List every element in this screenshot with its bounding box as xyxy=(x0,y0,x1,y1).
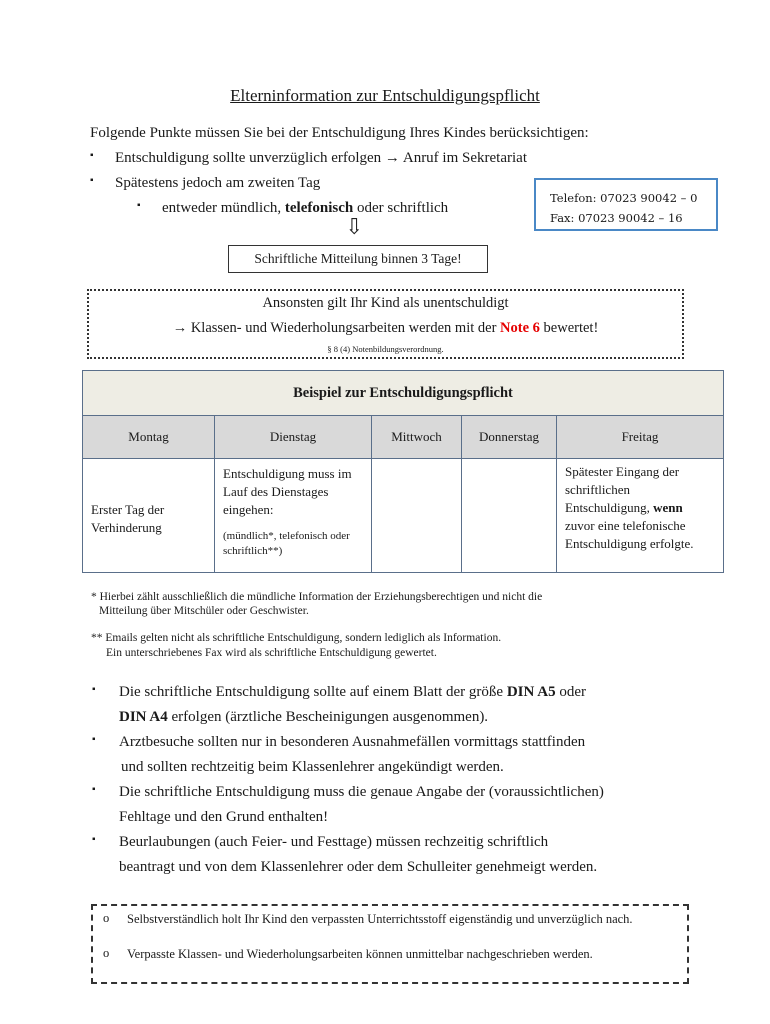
circle-bullet-icon: o xyxy=(103,946,110,960)
bullet-icon xyxy=(137,200,141,211)
circle-bullet-icon: o xyxy=(103,911,110,925)
footnote: Mitteilung über Mitschüler oder Geschwister. xyxy=(99,605,309,617)
day-header: Mittwoch xyxy=(372,416,462,459)
example-table xyxy=(82,370,724,573)
warning-line: Ansonsten gilt Ihr Kind als unentschuldigt xyxy=(262,295,509,311)
intro-text: Folgende Punkte müssen Sie bei der Entschuldigung Ihres Kindes berücksichtigen: xyxy=(90,125,589,141)
bullet-icon xyxy=(90,175,94,186)
final-notes-box: o Selbstverständlich holt Ihr Kind den verpassten Unterrichtsstoff eigenständig und unverzüglich nach. o Verpasste Klassen- und Wiederholungsarbeiten können unmittelbar nachgeschrieben werden. xyxy=(91,904,689,984)
cell-montag: Erster Tag der Verhinderung xyxy=(83,459,215,573)
written-notice-box: Schriftliche Mitteilung binnen 3 Tage! xyxy=(228,245,488,273)
bullet-text: entweder mündlich, telefonisch oder schriftlich xyxy=(162,200,449,216)
bullet-icon xyxy=(92,784,96,795)
bullet-text: Entschuldigung sollte unverzüglich erfolgen → Anruf im Sekretariat xyxy=(115,150,527,166)
footnote: ** Emails gelten nicht als schriftliche Entschuldigung, sondern lediglich als Information. xyxy=(91,632,502,644)
note-6-highlight: Note 6 xyxy=(500,320,540,336)
day-header: Montag xyxy=(83,416,215,459)
bullet-icon xyxy=(92,834,96,845)
fax-number: Fax: 07023 90042 – 16 xyxy=(550,211,683,225)
contact-box xyxy=(534,178,718,231)
day-header: Freitag xyxy=(557,416,724,459)
cell-freitag: Spätester Eingang der schriftlichen Entschuldigung, wenn zuvor eine telefonische Entschuldigung erfolgte. xyxy=(557,459,724,573)
day-header: Dienstag xyxy=(215,416,372,459)
bullet-icon xyxy=(92,734,96,745)
warning-line: → Klassen- und Wiederholungsarbeiten werden mit der Note 6 bewertet! xyxy=(172,320,599,336)
warning-box xyxy=(87,289,684,359)
table-heading: Beispiel zur Entschuldigungspflicht xyxy=(83,371,724,416)
cell-donnerstag xyxy=(462,459,557,573)
footnote: Ein unterschriebenes Fax wird als schriftliche Entschuldigung gewertet. xyxy=(106,647,437,659)
legal-reference: § 8 (4) Notenbildungsverordnung. xyxy=(327,344,444,354)
cell-dienstag: Entschuldigung muss im Lauf des Dienstages eingehen: (mündlich*, telefonisch oder schriftlich**) xyxy=(215,459,372,573)
day-header: Donnerstag xyxy=(462,416,557,459)
bullet-text: Spätestens jedoch am zweiten Tag xyxy=(115,175,321,191)
footnote: * Hierbei zählt ausschließlich die mündliche Information der Erziehungsberechtigen und nicht die xyxy=(91,591,543,603)
cell-mittwoch xyxy=(372,459,462,573)
page-title: Elterninformation zur Entschuldigungspflicht xyxy=(230,86,540,105)
table-row xyxy=(83,459,724,573)
arrow-down-icon: ⇩ xyxy=(345,214,364,239)
phone-number: Telefon: 07023 90042 – 0 xyxy=(550,191,698,205)
bullet-icon xyxy=(90,150,94,161)
bullet-icon xyxy=(92,684,96,695)
